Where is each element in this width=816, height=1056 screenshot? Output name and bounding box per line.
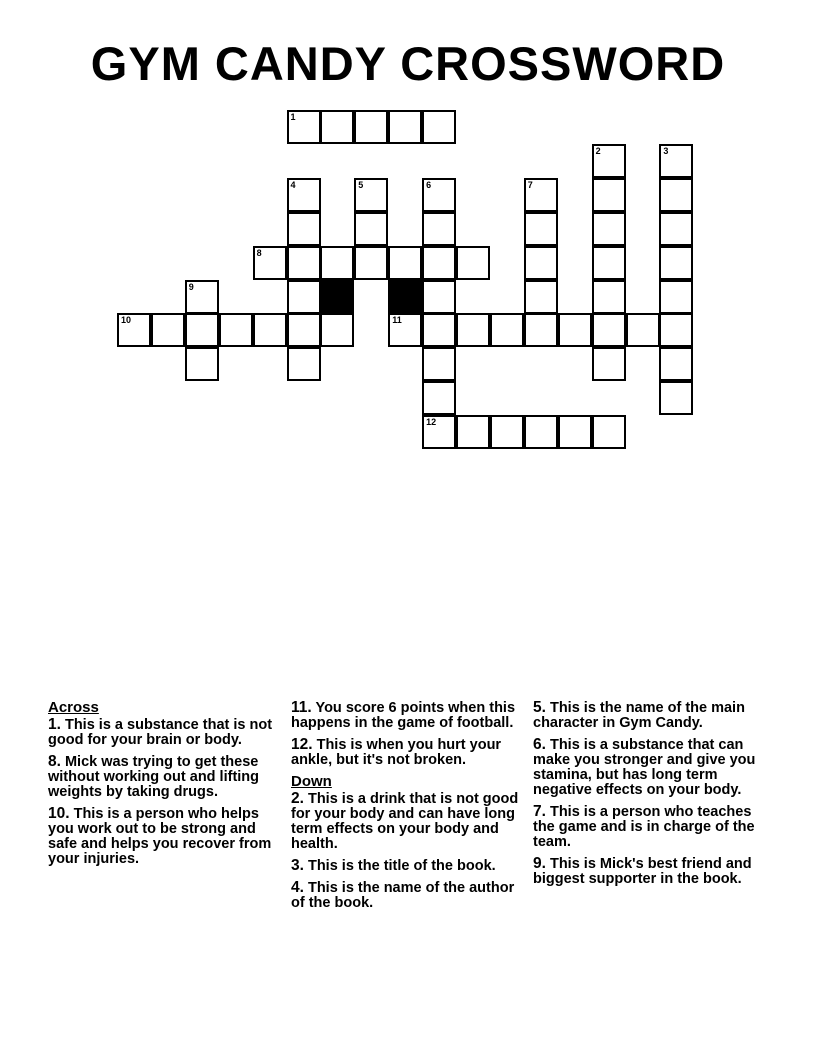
crossword-cell[interactable] <box>524 212 558 246</box>
black-cell <box>320 280 354 314</box>
clue-text: Mick was trying to get these without working out and lifting weights by taking drugs. <box>48 754 260 800</box>
clue-number: 3. <box>291 857 304 874</box>
clue-down-3 <box>291 858 523 874</box>
clue-down-4 <box>291 880 523 911</box>
clue-number: 10. <box>48 805 70 822</box>
crossword-cell[interactable] <box>354 110 388 144</box>
clue-down-2 <box>291 791 523 852</box>
crossword-cell[interactable] <box>659 347 693 381</box>
clue-across-8 <box>48 754 280 800</box>
crossword-cell[interactable] <box>354 246 388 280</box>
crossword-cell[interactable] <box>219 313 253 347</box>
clues-column-3 <box>533 700 765 893</box>
clue-number: 2. <box>291 790 304 807</box>
crossword-cell[interactable] <box>388 313 422 347</box>
crossword-cell[interactable] <box>422 178 456 212</box>
crossword-cell[interactable] <box>592 246 626 280</box>
crossword-cell[interactable] <box>422 415 456 449</box>
clue-text: This is a person who teaches the game and is in charge of the team. <box>533 804 755 850</box>
clue-text: This is the name of the main character in Gym Candy. <box>533 700 745 731</box>
clue-down-7 <box>533 804 765 850</box>
crossword-cell[interactable] <box>422 280 456 314</box>
clue-text: This is the name of the author of the book. <box>291 880 515 911</box>
clue-text: You score 6 points when this happens in the game of football. <box>291 700 516 731</box>
across-heading: Across <box>48 699 99 716</box>
black-cell <box>388 280 422 314</box>
cell-number: 5 <box>358 179 364 190</box>
crossword-cell[interactable] <box>558 415 592 449</box>
crossword-cell[interactable] <box>490 415 524 449</box>
crossword-cell[interactable] <box>524 178 558 212</box>
crossword-cell[interactable] <box>558 313 592 347</box>
crossword-cell[interactable] <box>659 246 693 280</box>
crossword-cell[interactable] <box>626 313 660 347</box>
cell-number: 6 <box>426 179 432 190</box>
crossword-cell[interactable] <box>592 144 626 178</box>
clue-across-1 <box>48 717 280 748</box>
crossword-cell[interactable] <box>659 280 693 314</box>
crossword-cell[interactable] <box>592 347 626 381</box>
crossword-cell[interactable] <box>388 110 422 144</box>
crossword-cell[interactable] <box>592 212 626 246</box>
clue-number: 6. <box>533 736 546 753</box>
crossword-cell[interactable] <box>320 246 354 280</box>
crossword-cell[interactable] <box>524 415 558 449</box>
clue-across-11 <box>291 700 523 731</box>
clue-number: 11. <box>291 699 312 716</box>
page-title: GYM CANDY CROSSWORD <box>90 37 726 90</box>
crossword-cell[interactable] <box>592 280 626 314</box>
crossword-cell[interactable] <box>287 246 321 280</box>
clue-across-10 <box>48 806 280 867</box>
clue-number: 9. <box>533 855 546 872</box>
crossword-cell[interactable] <box>185 347 219 381</box>
crossword-cell[interactable] <box>287 178 321 212</box>
clue-text: This is the title of the book. <box>307 858 496 874</box>
clue-text: This is when you hurt your ankle, but it's not broken. <box>291 737 502 768</box>
crossword-cell[interactable] <box>422 381 456 415</box>
cell-number: 7 <box>527 179 533 190</box>
clue-number: 7. <box>533 803 546 820</box>
crossword-cell[interactable] <box>320 110 354 144</box>
cell-number: 4 <box>290 179 296 190</box>
crossword-cell[interactable] <box>524 280 558 314</box>
cell-number: 2 <box>595 145 601 156</box>
crossword-cell[interactable] <box>592 415 626 449</box>
clue-number: 4. <box>291 879 304 896</box>
crossword-cell[interactable] <box>456 313 490 347</box>
crossword-cell[interactable] <box>253 246 287 280</box>
crossword-cell[interactable] <box>253 313 287 347</box>
crossword-grid <box>0 0 816 470</box>
crossword-cell[interactable] <box>456 415 490 449</box>
crossword-cell[interactable] <box>117 313 151 347</box>
clue-text: This is a drink that is not good for your body and can have long term effects on your body and health. <box>291 791 519 852</box>
crossword-cell[interactable] <box>185 313 219 347</box>
clue-number: 12. <box>291 736 313 753</box>
clue-number: 1. <box>48 716 61 733</box>
crossword-cell[interactable] <box>287 212 321 246</box>
clue-down-5 <box>533 700 765 731</box>
cell-number: 10 <box>121 315 132 326</box>
clue-number: 5. <box>533 699 546 716</box>
crossword-cell[interactable] <box>151 313 185 347</box>
cell-number: 9 <box>188 281 194 292</box>
crossword-cell[interactable] <box>456 246 490 280</box>
crossword-cell[interactable] <box>185 280 219 314</box>
crossword-cell[interactable] <box>659 178 693 212</box>
clues-column-2 <box>291 700 523 917</box>
crossword-cell[interactable] <box>422 313 456 347</box>
clue-down-9 <box>533 856 765 887</box>
cell-number: 12 <box>426 417 437 428</box>
crossword-cell[interactable] <box>524 313 558 347</box>
crossword-cell[interactable] <box>422 110 456 144</box>
crossword-cell[interactable] <box>354 212 388 246</box>
crossword-cell[interactable] <box>422 212 456 246</box>
crossword-cell[interactable] <box>659 381 693 415</box>
clue-text: This is a substance that is not good for your brain or body. <box>48 717 273 748</box>
crossword-cell[interactable] <box>659 212 693 246</box>
crossword-cell[interactable] <box>659 144 693 178</box>
crossword-cell[interactable] <box>320 313 354 347</box>
cell-number: 3 <box>663 145 669 156</box>
crossword-cell[interactable] <box>287 280 321 314</box>
crossword-cell[interactable] <box>490 313 524 347</box>
clue-across-12 <box>291 737 523 768</box>
clue-text: This is a person who helps you work out to be strong and safe and helps you recover from your injuries. <box>48 806 272 867</box>
crossword-cell[interactable] <box>354 178 388 212</box>
crossword-cell[interactable] <box>659 313 693 347</box>
crossword-cell[interactable] <box>388 246 422 280</box>
down-heading: Down <box>291 773 332 790</box>
clue-text: This is a substance that can make you stronger and give you stamina, but has long term negative effects on your body. <box>533 737 756 798</box>
crossword-cell[interactable] <box>592 178 626 212</box>
crossword-cell[interactable] <box>287 313 321 347</box>
clue-down-6 <box>533 737 765 798</box>
crossword-cell[interactable] <box>422 246 456 280</box>
crossword-cell[interactable] <box>287 347 321 381</box>
crossword-cell[interactable] <box>287 110 321 144</box>
clues-column-1 <box>48 700 280 873</box>
crossword-cell[interactable] <box>422 347 456 381</box>
cell-number: 8 <box>256 247 262 258</box>
clue-number: 8. <box>48 753 61 770</box>
crossword-cell[interactable] <box>524 246 558 280</box>
crossword-cell[interactable] <box>592 313 626 347</box>
cell-number: 1 <box>290 112 296 122</box>
clue-text: This is Mick's best friend and biggest supporter in the book. <box>533 856 752 887</box>
cell-number: 11 <box>392 315 402 326</box>
